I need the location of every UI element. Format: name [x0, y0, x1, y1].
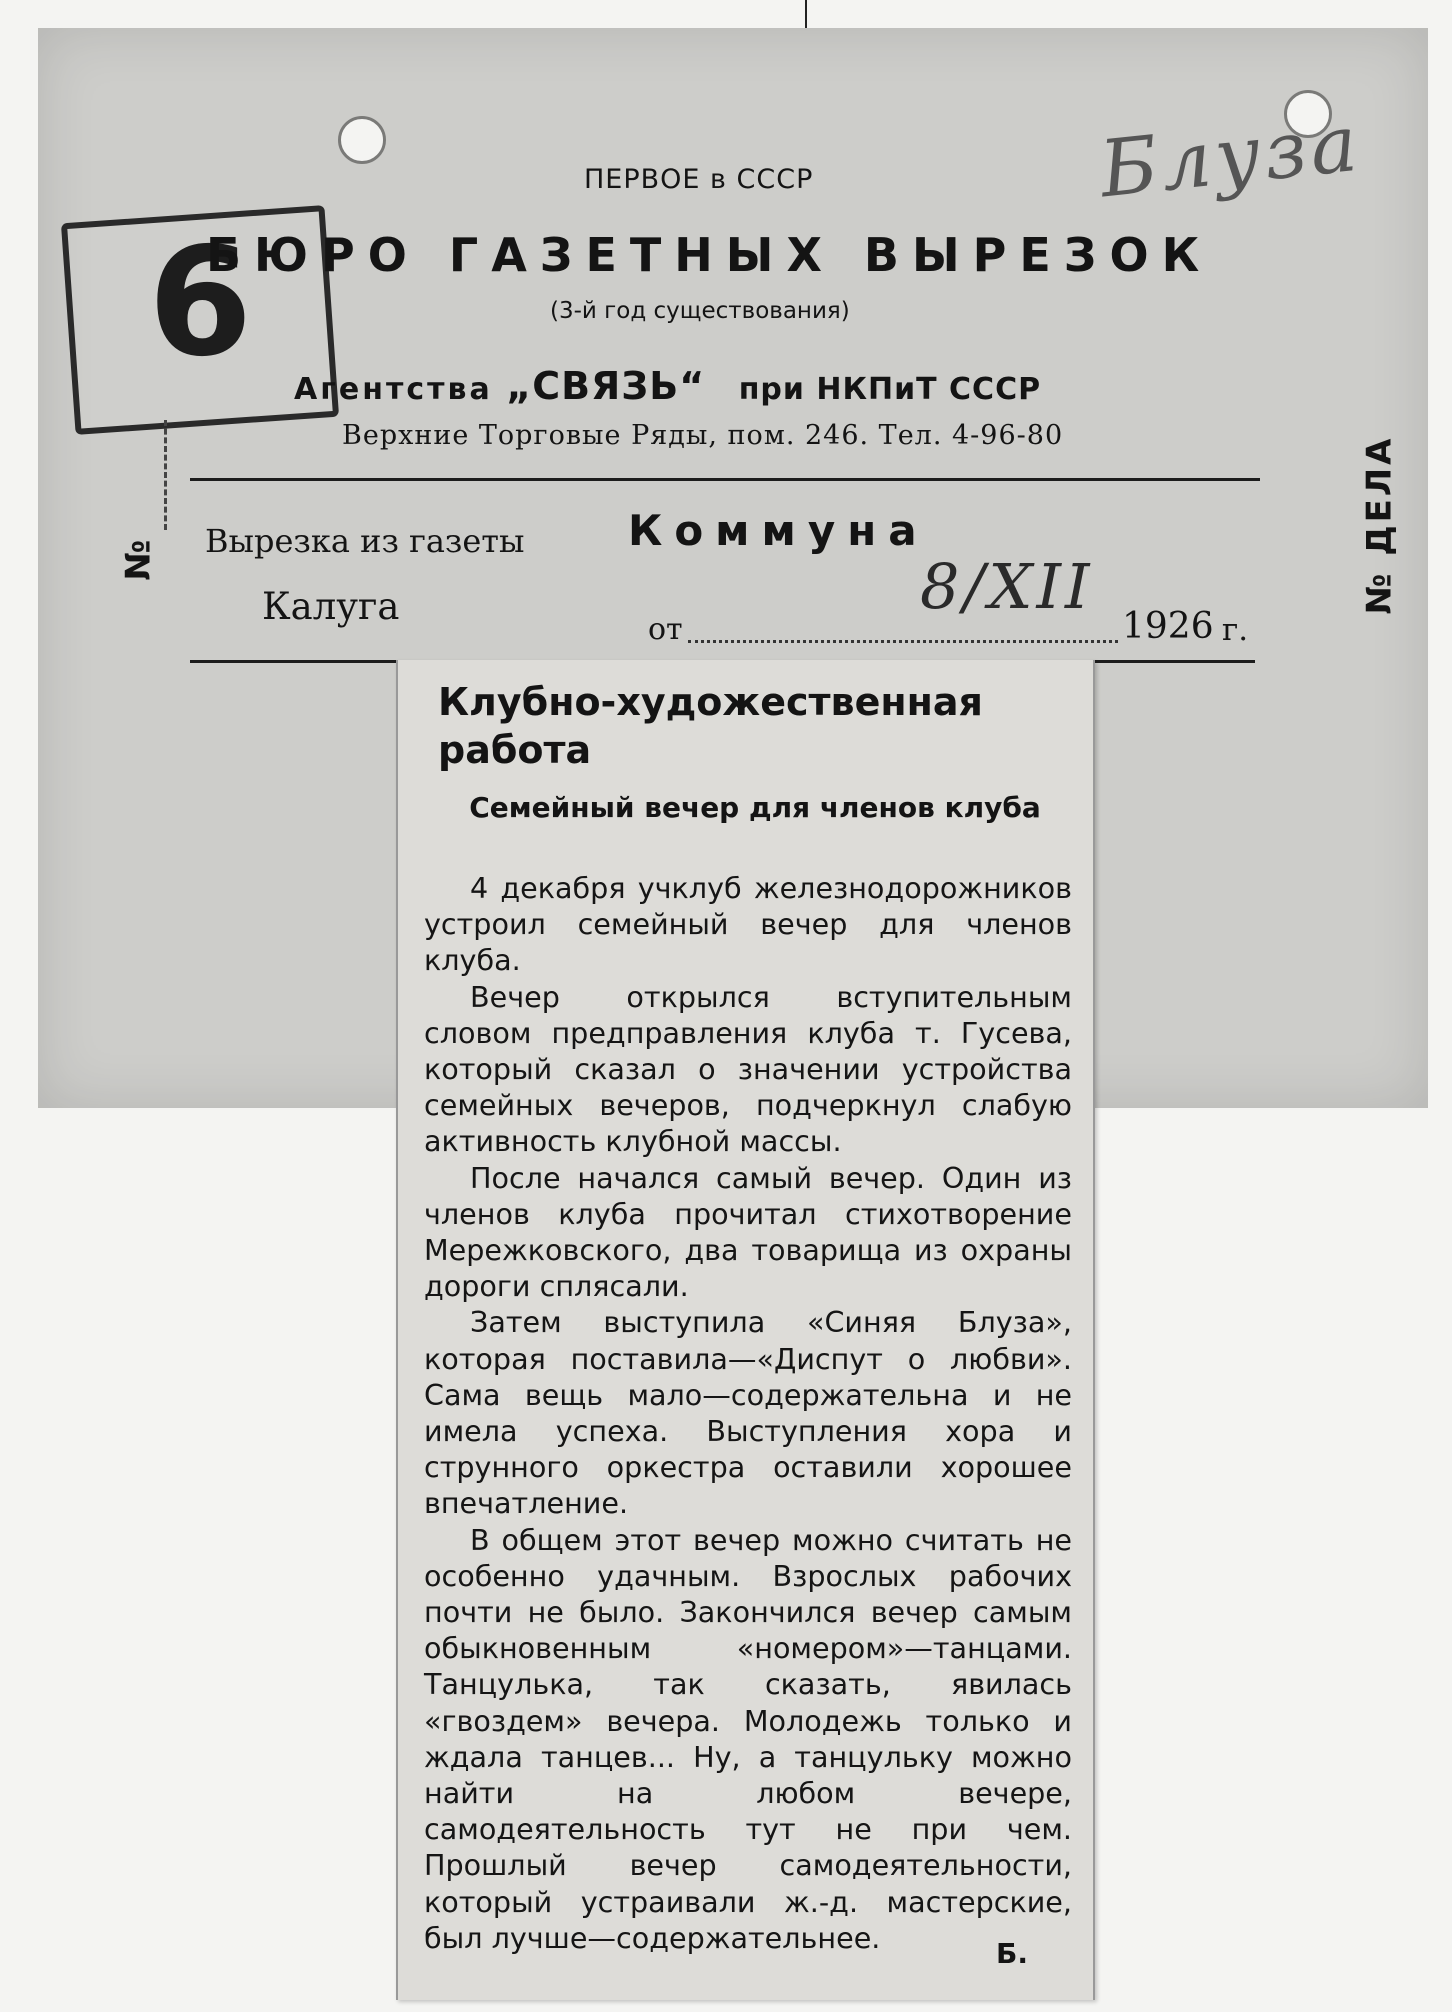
article-paragraph: Затем выступила «Синяя Блуза», которая поставила—«Диспут о любви». Сама вещь мало—содержательна и не имела успеха. Выступления хора и струнного оркестра оставили хорошее впечатление.	[424, 1305, 1072, 1521]
page-edge-line	[805, 0, 807, 30]
article-signature: Б.	[996, 1937, 1028, 1970]
article-title: Клубно-художественная работа	[438, 680, 983, 772]
agency-name: „СВЯЗЬ“	[506, 364, 706, 408]
address: Верхние Торговые Ряды, пом. 246. Тел. 4-96-80	[342, 420, 1064, 451]
year: 1926	[1122, 606, 1214, 647]
article-paragraph: 4 декабря учклуб железнодорожников устроил семейный вечер для членов клуба.	[424, 871, 1072, 978]
year-of-existence: (3-й год существования)	[550, 298, 850, 324]
article-body	[424, 870, 1072, 1956]
agency-line	[294, 364, 1041, 408]
cutting-from-label: Вырезка из газеты	[205, 522, 525, 560]
agency-suffix: при НКПиТ СССР	[738, 372, 1042, 407]
agency-prefix: Агентства	[294, 372, 493, 407]
punch-hole	[338, 116, 386, 164]
handwritten-note: Блуза	[1096, 98, 1366, 216]
from-label: от	[648, 612, 683, 647]
article-paragraph: После начался самый вечер. Один из членов клуба прочитал стихотворение Мережковского, два товарища из охраны дороги сплясали.	[424, 1160, 1072, 1304]
article-paragraph: В общем этот вечер можно считать не особенно удачным. Взрослых рабочих почти не было. Закончился вечер самым обыкновенным «номером»—танцами. Танцулька, так сказать, явилась «гвоздем» вечера. Молодежь только и ждала танцев... Ну, а танцульку можно найти на любом вечере, самодеятельность тут не при чем. Прошлый вечер самодеятельности, который устраивали ж.-д. мастерские, был лучше—содержательнее.	[424, 1522, 1072, 1955]
case-number-label: № ДЕЛА	[1359, 435, 1400, 615]
article-paragraph: Вечер открылся вступительным словом предправления клуба т. Гусева, который сказал о значении устройства семейных вечеров, подчеркнул слабую активность клубной массы.	[424, 979, 1072, 1159]
divider	[190, 478, 1260, 481]
bureau-title: БЮРО ГАЗЕТНЫХ ВЫРЕЗОК	[206, 228, 1213, 282]
dashed-line	[164, 420, 167, 530]
number-label: №	[118, 539, 159, 581]
article-subtitle: Семейный вечер для членов клуба	[469, 791, 1041, 824]
newspaper-name: Коммуна	[628, 506, 929, 555]
city: Калуга	[262, 585, 400, 628]
year-suffix: г.	[1222, 612, 1249, 648]
stamp-number: 6	[148, 216, 253, 390]
first-in-ussr: ПЕРВОЕ в СССР	[584, 164, 814, 195]
date-dotted-line	[688, 640, 1118, 643]
handwritten-date: 8/XII	[920, 550, 1094, 623]
